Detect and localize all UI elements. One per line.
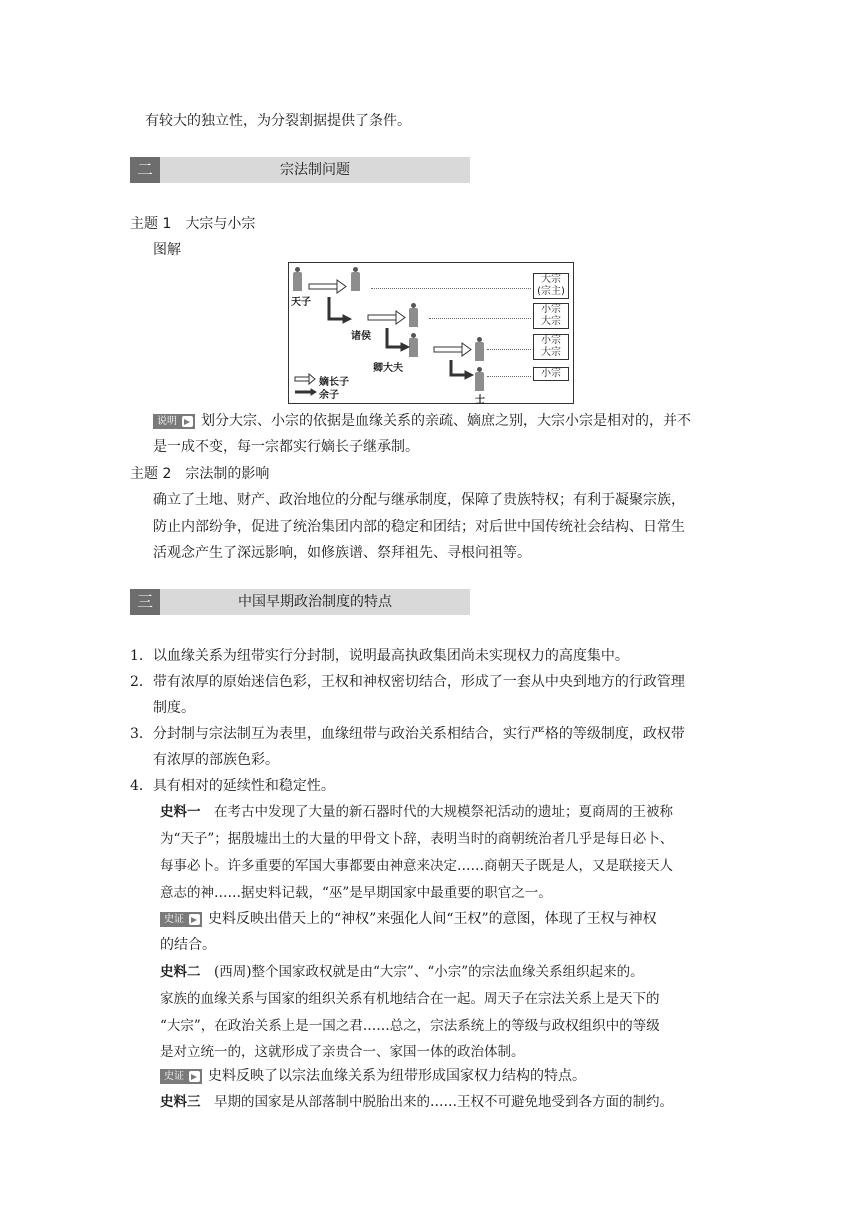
section-number: 二 <box>130 157 160 183</box>
topic-2-title: 主题 2 宗法制的影响 <box>130 466 270 482</box>
source-2-line: 是对立统一的，这就形成了亲贵合一、家国一体的政治体制。 <box>160 1044 525 1060</box>
label-shi: 士 <box>475 395 485 406</box>
section-title: 宗法制问题 <box>280 162 350 178</box>
label-qingdafu: 卿大夫 <box>373 363 403 374</box>
section-header-3 <box>130 589 470 615</box>
zongfa-diagram <box>288 262 574 404</box>
topic-1-subtitle: 图解 <box>153 242 181 258</box>
source-2-line: 家族的血缘关系与国家的组织关系有机地结合在一起。周天子在宗法关系上是天下的 <box>160 991 660 1007</box>
proof-1-line-1: 史证 史料反映出借天上的“神权”来强化人间“王权”的意图，体现了王权与神权 <box>160 909 657 929</box>
point-2: 2．带有浓厚的原始迷信色彩，王权和神权密切结合，形成了一套从中央到地方的行政管理 <box>130 674 685 690</box>
proof-1-line-2: 的结合。 <box>160 937 216 953</box>
topic-1-title: 主题 1 大宗与小宗 <box>130 216 256 232</box>
proof-tag: 史证 <box>160 912 202 927</box>
source-1-line: 为“天子”；据殷墟出土的大量的甲骨文卜辞，表明当时的商朝统治者几乎是每日必卜、 <box>160 831 674 847</box>
legend-other-sons: 余子 <box>319 390 339 401</box>
label-zhuhou: 诸侯 <box>351 331 371 342</box>
box-dazong-zongzhu: 大宗 (宗主) <box>533 273 569 299</box>
point-3-cont: 有浓厚的部族色彩。 <box>153 752 279 768</box>
box-xiaozong: 小宗 <box>533 367 569 381</box>
section-header-2 <box>130 157 470 183</box>
continued-text: 有较大的独立性，为分裂割据提供了条件。 <box>145 113 411 129</box>
legend-first-son: 嫡长子 <box>319 377 349 388</box>
note-line-1: 说明 划分大宗、小宗的依据是血缘关系的亲疏、嫡庶之别，大宗小宗是相对的，并不 <box>153 411 691 431</box>
point-1: 1．以血缘关系为纽带实行分封制，说明最高执政集团尚未实现权力的高度集中。 <box>130 648 629 664</box>
box-xiaozong-dazong: 小宗 大宗 <box>533 303 569 329</box>
source-1-line-1: 史料一 在考古中发现了大量的新石器时代的大规模祭祀活动的遗址；夏商周的王被称 <box>160 804 673 820</box>
source-1-label: 史料一 <box>160 804 201 820</box>
proof-2-line-1: 史证 史料反映了以宗法血缘关系为纽带形成国家权力结构的特点。 <box>160 1066 586 1086</box>
proof-tag: 史证 <box>160 1069 202 1084</box>
section-number: 三 <box>130 589 160 615</box>
point-3: 3．分封制与宗法制互为表里，血缘纽带与政治关系相结合，实行严格的等级制度，政权带 <box>130 726 685 742</box>
point-2-cont: 制度。 <box>153 700 195 716</box>
source-3-label: 史料三 <box>160 1094 201 1110</box>
topic-2-line: 防止内部纷争，促进了统治集团内部的稳定和团结；对后世中国传统社会结构、日常生 <box>153 519 685 535</box>
topic-2-line: 确立了土地、财产、政治地位的分配与继承制度，保障了贵族特权；有利于凝聚宗族， <box>153 492 685 508</box>
note-tag: 说明 <box>153 414 195 429</box>
label-tianzi: 天子 <box>291 297 311 308</box>
topic-2-line: 活观念产生了深远影响，如修族谱、祭拜祖先、寻根问祖等。 <box>153 545 531 561</box>
section-title: 中国早期政治制度的特点 <box>238 594 392 610</box>
source-1-line: 意志的神……据史料记载，“巫”是早期国家中最重要的职官之一。 <box>160 885 552 901</box>
source-2-line: “大宗”，在政治关系上是一国之君……总之，宗法系统上的等级与政权组织中的等级 <box>160 1018 660 1034</box>
point-4: 4．具有相对的延续性和稳定性。 <box>130 778 335 794</box>
source-3-line-1: 史料三 早期的国家是从部落制中脱胎出来的……王权不可避免地受到各方面的制约。 <box>160 1094 673 1110</box>
note-line-2: 是一成不变，每一宗都实行嫡长子继承制。 <box>153 439 419 455</box>
source-1-line: 每事必卜。许多重要的军国大事都要由神意来决定……商朝天子既是人，又是联接天人 <box>160 858 673 874</box>
source-2-line-1: 史料二 (西周)整个国家政权就是由“大宗”、“小宗”的宗法血缘关系组织起来的。 <box>160 964 644 980</box>
source-2-label: 史料二 <box>160 964 201 980</box>
box-xiaozong-dazong: 小宗 大宗 <box>533 334 569 360</box>
